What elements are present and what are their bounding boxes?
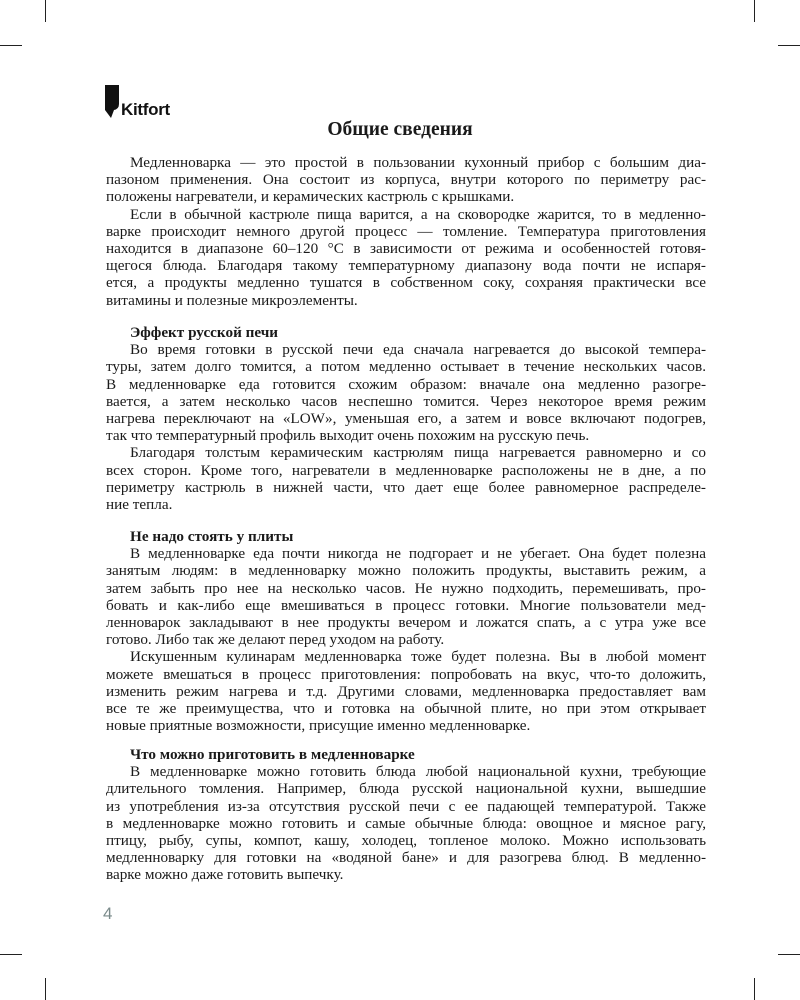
text-line: длительного томления. Например, блюда русской национальной кухни, вышедшие xyxy=(106,780,706,798)
text-line: В медленноварке можно готовить блюда любой национальной кухни, требующие xyxy=(130,763,706,781)
paragraph xyxy=(106,444,706,513)
section-heading: Что можно приготовить в медленноварке xyxy=(130,746,415,763)
crop-mark xyxy=(0,45,22,46)
paragraph xyxy=(106,763,706,883)
section-heading: Не надо стоять у плиты xyxy=(130,528,294,545)
text-line: изменить режим нагрева и т.д. Другими словами, медленноварка предоставляет вам xyxy=(106,682,706,700)
section-heading: Эффект русской печи xyxy=(130,324,279,341)
crop-mark xyxy=(754,978,755,1000)
text-line: ется, а продукты медленно тушатся в собственном соку, сохраняя практически все xyxy=(106,274,706,292)
text-line: занятым людям: в медленноварку можно положить продукты, выставить режим, а xyxy=(106,562,706,580)
text-line: Благодаря толстым керамическим кастрюлям пища нагревается равномерно и со xyxy=(130,444,706,462)
text-line: так что температурный профиль выходит очень похожим на русскую печь. xyxy=(106,427,590,445)
text-line: затем забыть про нее на несколько часов. Не нужно подходить, перемешивать, про- xyxy=(106,579,706,597)
text-line: пазоном применения. Она состоит из корпуса, внутри которого по периметру рас- xyxy=(106,171,706,189)
text-line: Во время готовки в русской печи еда сначала нагревается до высокой темпера- xyxy=(130,341,706,359)
text-line: в медленноварке можно готовить и самые обычные блюда: овощное и мясное рагу, xyxy=(106,814,706,832)
paragraph xyxy=(106,545,706,648)
text-line: нагрева переключают на «LOW», уменьшая его, а затем и вовсе включают подогрев, xyxy=(106,409,706,427)
text-line: новые приятные возможности, присущие именно медленноварке. xyxy=(106,717,531,735)
section-intro xyxy=(106,154,706,309)
text-line: варке можно даже готовить выпечку. xyxy=(106,866,344,884)
crop-mark xyxy=(45,978,46,1000)
section-russian-oven xyxy=(106,324,706,513)
text-line: из употребления из-за отсутствия русской печи с ее падающей температурой. Также xyxy=(106,797,706,815)
text-line: все те же преимущества, что и готовка на обычной плите, но при этом открывает xyxy=(106,699,706,717)
text-line: вается, а затем несколько часов неспешно томится. Через некоторое время режим xyxy=(106,392,706,410)
text-line: ние тепла. xyxy=(106,495,173,513)
text-line: туры, затем долго томится, а потом медленно остывает в течение нескольких часов. xyxy=(106,358,706,376)
text-line: бовать и как-либо еще вмешиваться в процесс готовки. Многие пользователи мед- xyxy=(106,596,706,614)
text-line: готово. Либо так же делают перед уходом на работу. xyxy=(106,631,445,649)
text-line: птицу, рыбу, супы, компот, кашу, холодец, топленое молоко. Можно использовать xyxy=(106,831,706,849)
text-line: находится в диапазоне 60–120 °С в зависимости от режима и особенностей готовя- xyxy=(106,239,706,257)
text-line: В медленноварке еда почти никогда не подгорает и не убегает. Она будет полезна xyxy=(130,545,706,563)
text-line: ленноварок закладывают в нее продукты вечером и ложатся спать, а с утра уже все xyxy=(106,613,706,631)
paragraph xyxy=(106,206,706,309)
text-line: Искушенным кулинарам медленноварка тоже будет полезна. Вы в любой момент xyxy=(130,648,706,666)
crop-mark xyxy=(778,954,800,955)
section-what-to-cook xyxy=(106,746,706,884)
text-line: витамины и полезные микроэлементы. xyxy=(106,291,358,309)
text-line: щегося блюда. Благодаря такому температурному диапазону вода почти не испаря- xyxy=(106,257,706,275)
crop-mark xyxy=(778,45,800,46)
brand-name: Kitfort xyxy=(121,100,170,119)
text-line: В медленноварке еда готовится схожим образом: вначале она медленно разогре- xyxy=(106,375,706,393)
text-line: варке происходит немного другой процесс — томление. Температура приготовления xyxy=(106,222,706,240)
page-number: 4 xyxy=(103,904,113,923)
text-line: всех сторон. Кроме того, нагреватели в медленноварке расположены не в дне, а по xyxy=(106,461,706,479)
paragraph xyxy=(106,341,706,444)
crop-mark xyxy=(45,0,46,22)
text-line: положены нагреватели, и керамических кастрюль с крышками. xyxy=(106,188,515,206)
text-line: можете вмешаться в процесс приготовления: попробовать на вкус, что-то доложить, xyxy=(106,665,706,683)
paragraph xyxy=(106,154,706,206)
text-line: медленноварку для готовки на «водяной бане» и для разогрева блюд. В медленно- xyxy=(106,849,706,867)
text-line: Если в обычной кастрюле пища варится, а на сковородке жарится, то в медленно- xyxy=(130,205,706,223)
crop-mark xyxy=(0,954,22,955)
section-no-need-to-stand xyxy=(106,528,706,734)
text-line: периметру кастрюль в нижней части, что дает еще более равномерное распределе- xyxy=(106,478,706,496)
crop-mark xyxy=(754,0,755,22)
page-title: Общие сведения xyxy=(327,119,473,140)
text-line: Медленноварка — это простой в пользовании кухонный прибор с большим диа- xyxy=(130,154,706,171)
paragraph xyxy=(106,648,706,734)
